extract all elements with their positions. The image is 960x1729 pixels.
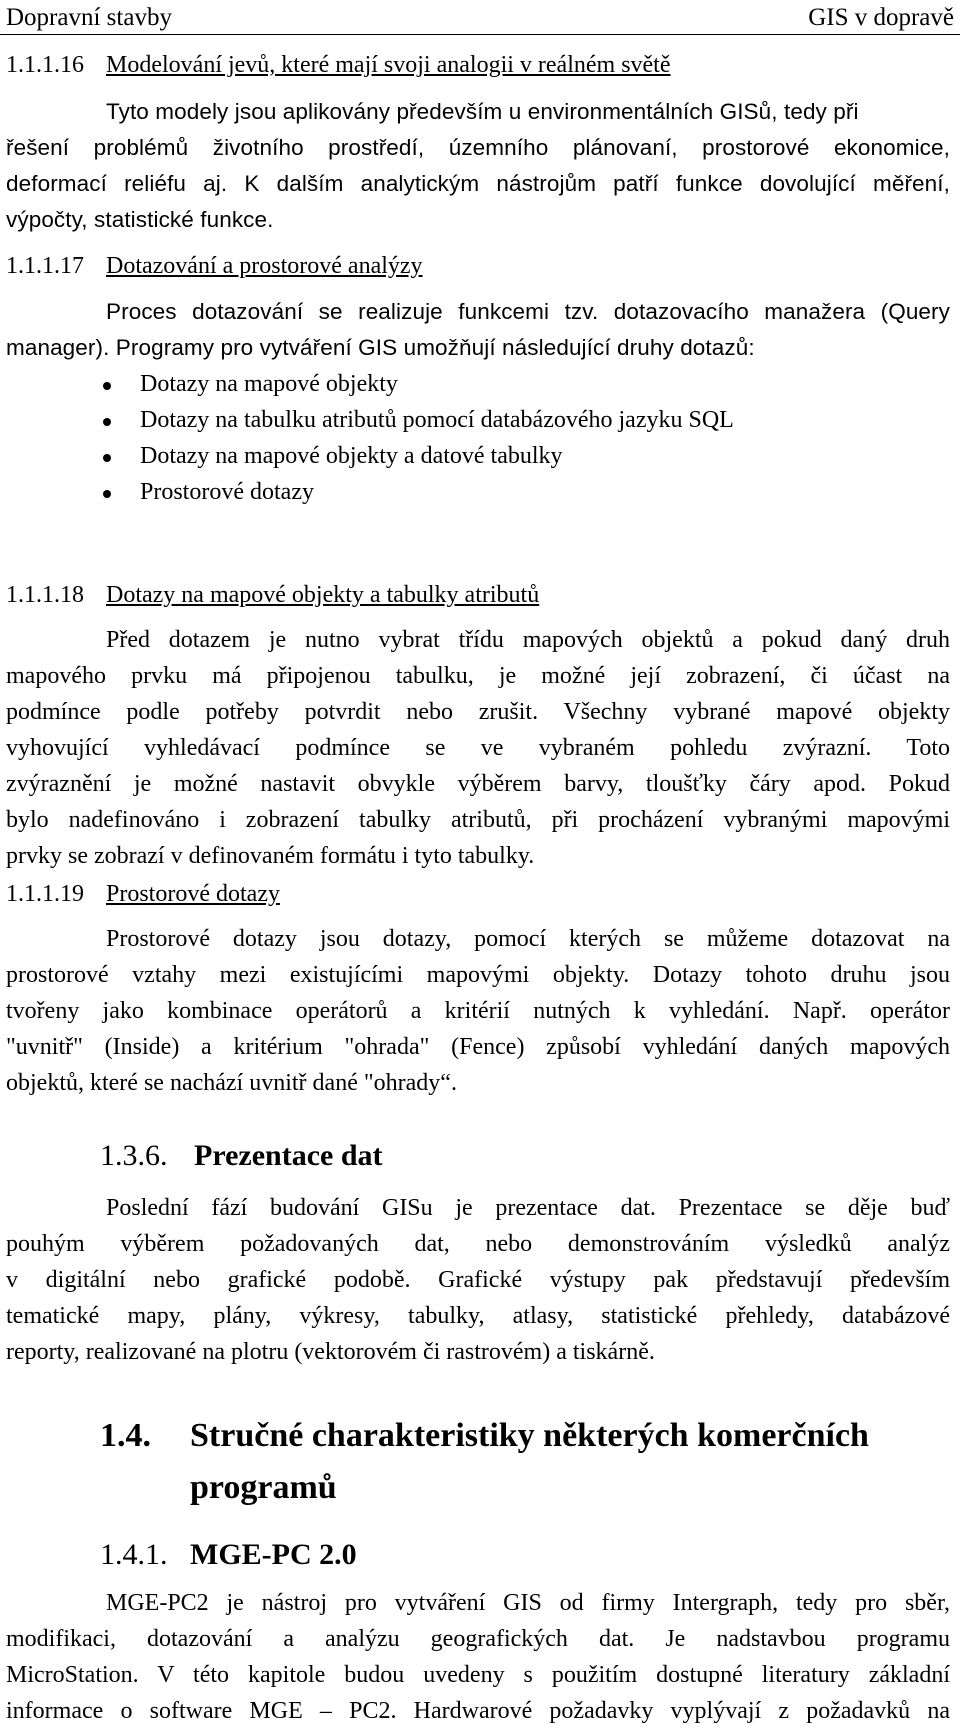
text-line: MGE-PC2 je nástroj pro vytváření GIS od firmy Intergraph, tedy pro sběr, bbox=[106, 1590, 950, 1616]
list-item: Dotazy na tabulku atributů pomocí databázového jazyku SQL bbox=[0, 402, 734, 438]
text-line: deformací reliéfu aj. K dalším analytickým nástrojům patří funkce dovolující měření, bbox=[6, 171, 950, 196]
text-line: manager). Programy pro vytváření GIS umožňují následující druhy dotazů: bbox=[6, 335, 755, 360]
text-line: řešení problémů životního prostředí, územního plánovaní, prostorové ekonomice, bbox=[6, 135, 950, 160]
section-heading-1-1-1-16 bbox=[6, 47, 671, 83]
text-line: objektů, které se nachází uvnitř dané "ohrady“. bbox=[6, 1070, 457, 1096]
text-line: Poslední fází budování GISu je prezentace dat. Prezentace se děje buď bbox=[106, 1195, 950, 1221]
text-line: modifikaci, dotazování a analýzu geografických dat. Je nadstavbou programu bbox=[6, 1626, 950, 1652]
section-title: Prezentace dat bbox=[194, 1139, 383, 1172]
text-line: informace o software MGE – PC2. Hardwarové požadavky vyplývají z požadavků na bbox=[6, 1698, 950, 1724]
text-line: MicroStation. V této kapitole budou uvedeny s použitím dostupné literatury základní bbox=[6, 1662, 950, 1688]
text-line: podmínce podle potřeby potvrdit nebo zrušit. Všechny vybrané mapové objekty bbox=[6, 699, 950, 725]
paragraph-prezentace-dat bbox=[6, 1190, 950, 1370]
list-item: Prostorové dotazy bbox=[0, 474, 734, 510]
text-line: zvýraznění je možné nastavit obvykle výběrem barvy, tloušťky čáry apod. Pokud bbox=[6, 771, 950, 797]
running-header bbox=[0, 0, 960, 35]
paragraph-prostorove-dotazy bbox=[6, 921, 950, 1101]
text-line: mapového prvku má připojenou tabulku, je možné její zobrazení, či účast na bbox=[6, 663, 950, 689]
section-number: 1.1.1.19 bbox=[6, 881, 84, 907]
text-line: bylo nadefinováno i zobrazení tabulky atributů, při procházení vybranými mapovými bbox=[6, 807, 950, 833]
section-number: 1.4.1. bbox=[100, 1538, 168, 1571]
section-title: Dotazy na mapové objekty a tabulky atributů bbox=[106, 582, 540, 608]
paragraph-mge-pc bbox=[6, 1540, 950, 1729]
header-right-text: GIS v dopravě bbox=[808, 4, 954, 31]
text-line: reporty, realizované na plotru (vektorovém či rastrovém) a tiskárně. bbox=[6, 1339, 655, 1365]
bullet-dot-icon bbox=[103, 490, 111, 498]
section-title: Dotazování a prostorové analýzy bbox=[106, 253, 423, 279]
text-line: tvořeny jako kombinace operátorů a kritérií nutných k vyhledání. Např. operátor bbox=[6, 998, 950, 1024]
text-line: "uvnitř" (Inside) a kritérium "ohrada" (Fence) způsobí vyhledání daných mapových bbox=[6, 1034, 950, 1060]
bullet-dot-icon bbox=[103, 382, 111, 390]
text-line: Před dotazem je nutno vybrat třídu mapových objektů a pokud daný druh bbox=[106, 627, 950, 653]
paragraph-modelovani bbox=[6, 94, 950, 238]
section-number: 1.1.1.17 bbox=[6, 253, 84, 279]
bullet-dot-icon bbox=[103, 418, 111, 426]
section-number: 1.3.6. bbox=[100, 1139, 168, 1172]
section-heading-1-1-1-18 bbox=[6, 577, 539, 613]
section-number: 1.1.1.16 bbox=[6, 52, 84, 78]
text-line: pouhým výběrem požadovaných dat, nebo demonstrováním výsledků analýz bbox=[6, 1231, 950, 1257]
section-number: 1.4. bbox=[100, 1417, 151, 1454]
text-line: Proces dotazování se realizuje funkcemi tzv. dotazovacího manažera (Query bbox=[106, 299, 950, 324]
section-title: MGE-PC 2.0 bbox=[190, 1538, 357, 1571]
text-line: vyhovující vyhledávací podmínce se ve vybraném pohledu zvýrazní. Toto bbox=[6, 735, 950, 761]
list-item: Dotazy na mapové objekty bbox=[0, 366, 734, 402]
text-line: výpočty, statistické funkce. bbox=[6, 207, 274, 232]
section-heading-1-1-1-19 bbox=[6, 876, 280, 912]
section-title: Prostorové dotazy bbox=[106, 881, 280, 907]
text-line: prvky se zobrazí v definovaném formátu i tyto tabulky. bbox=[6, 843, 535, 869]
text-line: Tyto modely jsou aplikovány především u environmentálních GISů, tedy při bbox=[106, 99, 859, 124]
text-line: Prostorové dotazy jsou dotazy, pomocí kterých se můžeme dotazovat na bbox=[106, 926, 950, 952]
header-left-text: Dopravní stavby bbox=[6, 4, 172, 31]
paragraph-dotazy-na-mapove-objekty bbox=[6, 622, 950, 874]
paragraph-dotazovani bbox=[6, 294, 950, 366]
bullet-dot-icon bbox=[103, 454, 111, 462]
list-item: Dotazy na mapové objekty a datové tabulky bbox=[0, 438, 734, 474]
text-line: prostorové vztahy mezi existujícími mapovými objekty. Dotazy tohoto druhu jsou bbox=[6, 962, 950, 988]
bullet-list-query-types bbox=[0, 366, 734, 510]
text-line: v digitální nebo grafické podobě. Grafické výstupy pak představují především bbox=[6, 1267, 950, 1293]
section-heading-1-1-1-17 bbox=[6, 248, 423, 284]
section-title: Stručné charakteristiky některých komerčních programů bbox=[190, 1417, 869, 1506]
section-number: 1.1.1.18 bbox=[6, 582, 84, 608]
section-heading-1-3-6 bbox=[100, 1138, 383, 1174]
section-title: Modelování jevů, které mají svoji analogii v reálném světě bbox=[106, 52, 671, 78]
text-line: tematické mapy, plány, výkresy, tabulky, atlasy, statistické přehledy, databázové bbox=[6, 1303, 950, 1329]
